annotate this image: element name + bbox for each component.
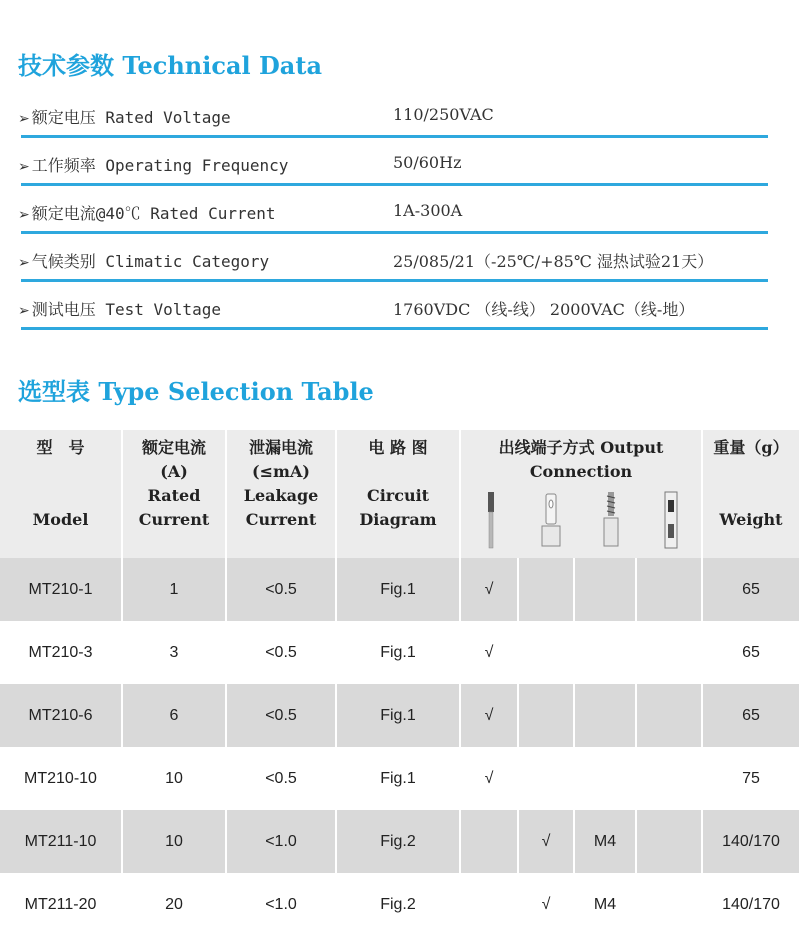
cell-leakage: <1.0 — [226, 810, 336, 873]
table-body — [0, 558, 800, 936]
tech-value: 1760VDC （线-线） 2000VAC（线-地） — [393, 300, 695, 319]
cell-weight: 65 — [702, 684, 800, 747]
header-current-unit: (A) — [160, 462, 188, 481]
cell-leakage: <0.5 — [226, 558, 336, 621]
type-selection-title: 选型表 Type Selection Table — [18, 377, 374, 406]
cell-model: MT211-20 — [0, 873, 122, 936]
cell-weight: 75 — [702, 747, 800, 810]
cell-current: 1 — [122, 558, 226, 621]
cell-circuit: Fig.1 — [336, 684, 460, 747]
table-row — [0, 747, 800, 810]
cell-leakage: <0.5 — [226, 684, 336, 747]
tech-label-text: 额定电压 Rated Voltage — [31, 108, 231, 127]
header-output — [460, 430, 702, 558]
cell-terminal-2 — [518, 558, 574, 621]
arrow-bullet-icon: ➢ — [18, 159, 30, 175]
cell-terminal-3 — [574, 621, 636, 684]
cell-leakage: <0.5 — [226, 747, 336, 810]
cell-model: MT210-10 — [0, 747, 122, 810]
cell-circuit: Fig.2 — [336, 810, 460, 873]
cell-terminal-4 — [636, 621, 702, 684]
cell-terminal-4 — [636, 810, 702, 873]
cell-terminal-3 — [574, 684, 636, 747]
table-row — [0, 810, 800, 873]
divider-line — [21, 135, 768, 138]
arrow-bullet-icon: ➢ — [18, 207, 30, 223]
table-row — [0, 684, 800, 747]
header-circuit — [336, 430, 460, 558]
header-model-en: Model — [32, 510, 89, 529]
cell-terminal-1: √ — [460, 558, 518, 621]
cell-weight: 65 — [702, 558, 800, 621]
tech-label-text: 气候类别 Climatic Category — [31, 252, 270, 271]
tech-label — [18, 249, 269, 272]
divider-line — [21, 183, 768, 186]
header-leakage — [226, 430, 336, 558]
header-weight-en: Weight — [719, 510, 783, 529]
cell-terminal-4 — [636, 684, 702, 747]
header-model — [0, 430, 122, 558]
cell-circuit: Fig.1 — [336, 747, 460, 810]
terminal-icons — [461, 490, 701, 550]
cell-terminal-1: √ — [460, 621, 518, 684]
cell-terminal-3: M4 — [574, 873, 636, 936]
cell-terminal-2 — [518, 621, 574, 684]
tech-row — [18, 153, 768, 201]
cell-current: 20 — [122, 873, 226, 936]
cell-current: 10 — [122, 810, 226, 873]
divider-line — [21, 279, 768, 282]
arrow-bullet-icon: ➢ — [18, 111, 30, 127]
tech-label-text: 工作频率 Operating Frequency — [31, 156, 289, 175]
tech-row — [18, 105, 768, 153]
cell-terminal-3 — [574, 747, 636, 810]
tech-value: 50/60Hz — [393, 153, 462, 172]
header-leak-unit: (≤mA) — [252, 462, 310, 481]
divider-line — [21, 327, 768, 330]
arrow-bullet-icon: ➢ — [18, 255, 30, 271]
tech-label-text: 额定电流@40℃ Rated Current — [31, 204, 276, 223]
cell-terminal-3: M4 — [574, 810, 636, 873]
header-model-cn: 型 号 — [36, 438, 85, 457]
cell-current: 3 — [122, 621, 226, 684]
cell-leakage: <0.5 — [226, 621, 336, 684]
table-row — [0, 873, 800, 936]
tech-row — [18, 297, 768, 345]
cell-terminal-4 — [636, 558, 702, 621]
cell-terminal-1 — [460, 873, 518, 936]
tech-label-text: 测试电压 Test Voltage — [31, 300, 221, 319]
table-row — [0, 558, 800, 621]
tech-value: 25/085/21（-25℃/+85℃ 湿热试验21天） — [393, 252, 714, 271]
tech-value: 110/250VAC — [393, 105, 494, 124]
iec-inlet-icon — [660, 490, 682, 550]
header-weight-cn: 重量（g） — [713, 438, 789, 457]
header-current-en2: Current — [138, 510, 210, 529]
table-header-row — [0, 430, 800, 558]
tech-label — [18, 201, 276, 224]
tech-label — [18, 297, 221, 320]
cell-terminal-2: √ — [518, 810, 574, 873]
solder-lug-icon — [540, 490, 562, 550]
header-output-line2: Connection — [529, 462, 633, 481]
cell-terminal-4 — [636, 873, 702, 936]
tech-label — [18, 153, 288, 176]
header-current-en1: Rated — [147, 486, 201, 505]
cell-circuit: Fig.2 — [336, 873, 460, 936]
header-leak-cn: 泄漏电流 — [248, 438, 313, 457]
cell-model: MT211-10 — [0, 810, 122, 873]
cell-model: MT210-1 — [0, 558, 122, 621]
header-leak-en2: Current — [245, 510, 317, 529]
cell-weight: 65 — [702, 621, 800, 684]
header-current-cn: 额定电流 — [141, 438, 206, 457]
header-output-line1: 出线端子方式 Output — [498, 438, 664, 457]
cell-current: 10 — [122, 747, 226, 810]
cell-circuit: Fig.1 — [336, 558, 460, 621]
cell-terminal-2 — [518, 747, 574, 810]
header-current — [122, 430, 226, 558]
technical-data-title: 技术参数 Technical Data — [18, 51, 322, 80]
screw-terminal-icon — [600, 490, 622, 550]
cell-terminal-1 — [460, 810, 518, 873]
wire-lead-icon — [480, 490, 502, 550]
cell-terminal-1: √ — [460, 747, 518, 810]
header-circuit-en2: Diagram — [359, 510, 437, 529]
cell-current: 6 — [122, 684, 226, 747]
cell-leakage: <1.0 — [226, 873, 336, 936]
cell-terminal-2: √ — [518, 873, 574, 936]
arrow-bullet-icon: ➢ — [18, 303, 30, 319]
header-weight — [702, 430, 800, 558]
header-circuit-en1: Circuit — [366, 486, 430, 505]
tech-label — [18, 105, 231, 128]
cell-weight: 140/170 — [702, 810, 800, 873]
cell-terminal-2 — [518, 684, 574, 747]
table-row — [0, 621, 800, 684]
cell-weight: 140/170 — [702, 873, 800, 936]
cell-terminal-3 — [574, 558, 636, 621]
tech-row — [18, 201, 768, 249]
divider-line — [21, 231, 768, 234]
header-circuit-cn: 电 路 图 — [368, 438, 428, 457]
tech-row — [18, 249, 768, 297]
cell-circuit: Fig.1 — [336, 621, 460, 684]
tech-value: 1A-300A — [393, 201, 463, 220]
cell-terminal-1: √ — [460, 684, 518, 747]
cell-terminal-4 — [636, 747, 702, 810]
header-leak-en1: Leakage — [243, 486, 319, 505]
cell-model: MT210-6 — [0, 684, 122, 747]
cell-model: MT210-3 — [0, 621, 122, 684]
type-selection-table — [0, 430, 800, 936]
